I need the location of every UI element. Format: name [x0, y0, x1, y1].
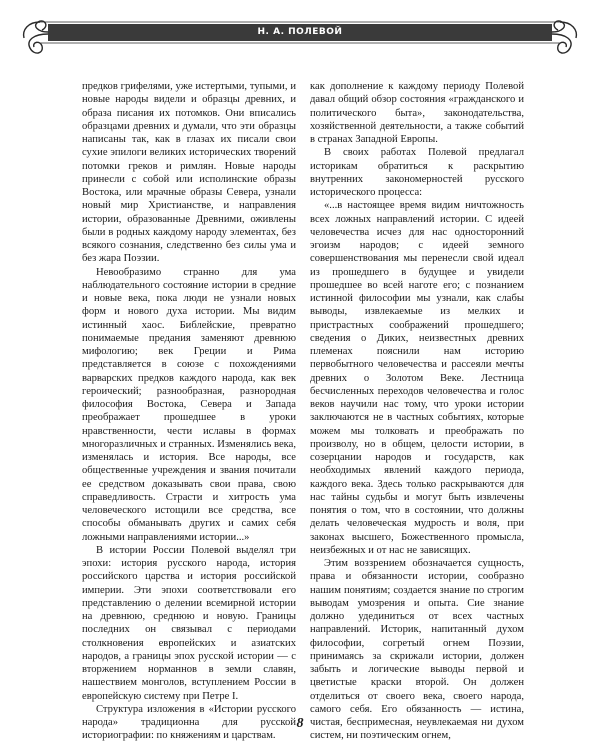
paragraph: В истории России Полевой выделял три эпохи: история русского народа, история российского царства и история российской империи. Эти эпохи соответствовали его представлению о делении всемирной истории на древнюю, среднюю и новую. Границы последних он связывал с периодами столкновения европейских и азиатских народов, а границы эпох русской истории — с вторжением норманнов в земли славян, нашествием монголов, вступлением России в европейскую систему при Петре I. [82, 544, 296, 702]
paragraph: Невообразимо странно для ума наблюдательного состояние истории в средние и новые века, пока люди не узнали новых форм и нового духа истории. Мы видим истинный хаос. Библейские, превратно понимаемые предания заменяют древнюю мифологию; век Греции и Рима представляется в союзе с похождениями варварских предков каждого народа, как век героический; разнообразная, разнородная философия Востока, Севера и Запада преображает прошедшее в уроки нравственности, чести иславы в формах многоразличных и странных. Изменялись века, изменялась и история. Все народы, все общественные учреждения и звания почитали ее средством доказывать свои права, свою справедливость. Страсти и хитрость ума человеческого истощили все средства, все способы обманывать других и самих себя ложными направлениями истории...» [82, 266, 296, 543]
quote-paragraph: «...в настоящее время видим ничтожность всех ложных направлений истории. С идеей человечества исчез для нас односторонний эгоизм народов; с идеей земного совершенствования мы перенесли свой идеал из прошедшего в будущее и увидели прошедшее во всей наготе его; с познанием истинной философии мы узнали, как слабы выводы, извлекаемые из мелких и пристрастных соображений прошедшего; сведения о Диких, неизвестных древних племенах пояснили нам историю первобытного человечества и рассеяли мечты древних о Золотом Веке. Лестница бесчисленных переходов человечества и голос веков научили нас тому, что уроки истории заключаются не в частных событиях, которые можем мы толковать и преображать по произволу, но в общем, целости истории, в созерцании народов и государств, как необходимых явлений каждого периода, каждого века. Здесь только раскрываются для нас тайны судьбы и могут быть извлечены понятия о том, что в состоянии, что должны делать человеческая мудрость и воля, при законах высшего, Божественного промысла, неизбежных и от нас не зависящих. [310, 200, 524, 556]
paragraph: Структура изложения в «Истории русского народа» традиционна для русской историографии: по княжениям и царствам. [82, 703, 296, 742]
running-head-title: Н. А. ПОЛЕВОЙ [257, 27, 343, 37]
paragraph: В своих работах Полевой предлагал историкам обратиться к раскрытию внутренних закономерностей русского исторического процесса: [310, 147, 524, 198]
running-header [18, 20, 582, 60]
paragraph: Этим воззрением обозначается сущность, права и обязанности истории, сообразно нашим понятиям; создается знание по строгим выводам умозрения и опыта. Сие знание должно удединиться от всех частных направлений. Историк, напитанный духом философии, согретый огнем Поэзии, принимаясь за скрижали истории, должен забыть и логические выводы первой и цветистые краски второй. Он должен отделиться от своего века, своего народа, самого себя. Его обязанность — истина, чистая, беспримесная, неувлекаемая ни духом систем, ни поэтическим огнем, [310, 558, 524, 742]
left-column [82, 80, 296, 743]
paragraph: предков грифелями, уже истертыми, тупыми, и новые народы видели и образцы древних, и образа писания их потомков. Они вписались образцами древних и думали, что эти образцы написаны так, как в глазах их писали свои сухие эпилоги великих исторических творений потомки греков и римлян. Новые народы принесли с собой или исполинские образы Востока, или мрачные образы Севера, узнали новый мир Христианстве, и направления истории, образованные Древними, оживлены были в родных каждому народу элементах, без всякого сознания, следственно без силы ума и без жара Поэзии. [82, 81, 296, 265]
paragraph: как дополнение к каждому периоду Полевой давал общий обзор состояния «гражданского и политического быта», законодательства, хозяйственной деятельности, а также событий в странах Западной Европы. [310, 81, 524, 145]
page-number: 8 [296, 716, 304, 731]
right-column [310, 80, 524, 743]
